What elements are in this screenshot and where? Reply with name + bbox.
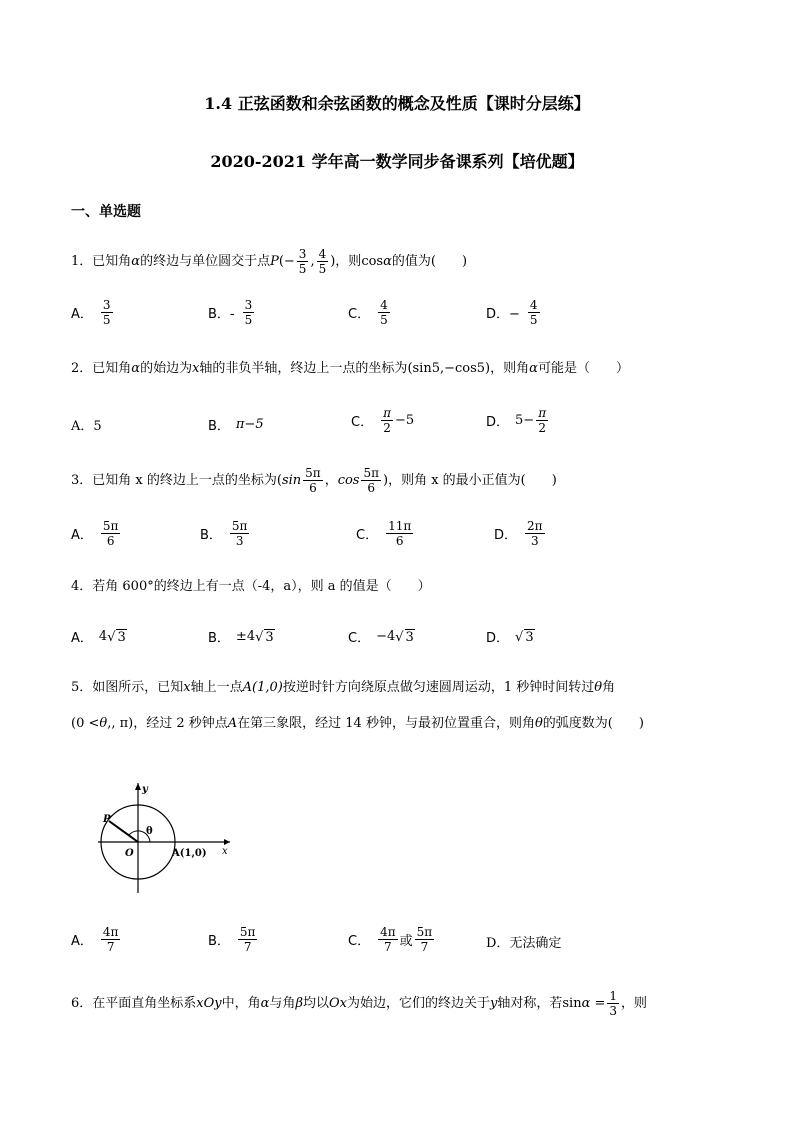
q5-option-b[interactable]: B． $\frac{5\pi}{7}$: [208, 925, 256, 954]
point-p-label: P: [103, 814, 111, 825]
document-title: 1.4 正弦函数和余弦函数的概念及性质【课时分层练】: [204, 94, 590, 113]
section-heading: 一、单选题: [71, 204, 141, 220]
question-4: 4．若角 600°的终边上有一点（-4，a），则 a 的值是（ ）: [71, 579, 431, 594]
q1-fraction-2: $\frac{4}{5}$: [318, 247, 327, 276]
theta-label: θ: [146, 826, 153, 837]
q2-option-d[interactable]: D． 5− $\frac{\pi}{2}$: [486, 406, 547, 435]
q1-paren: (−: [278, 254, 295, 269]
q4-option-d[interactable]: D． √ 3: [486, 629, 534, 646]
q1-alpha: α: [131, 254, 141, 269]
x-axis-arrow: [224, 839, 230, 845]
q2-option-c[interactable]: C． $\frac{\pi}{2}$ −5: [351, 406, 415, 435]
question-1: 1．已知角α的终边与单位圆交于点P(− $\frac{3}{5}$ , $\frac{4}{5}$ )，则cosα的值为( ): [71, 247, 468, 276]
question-3: 3．已知角 x 的终边上一点的坐标为(sin $\frac{5\pi}{6}$ ，cos $\frac{5\pi}{6}$ )，则角 x 的最小正值为( ): [71, 466, 557, 495]
q1-option-d[interactable]: D．− $\frac{4}{5}$: [486, 298, 538, 327]
origin-label: O: [125, 848, 134, 859]
question-6: 6．在平面直角坐标系xOy中，角α与角β均以Ox为始边，它们的终边关于y轴对称，若sinα = $\frac{1}{3}$ ，则: [71, 989, 648, 1018]
q1-cos: cos: [361, 254, 384, 269]
q1-point: P: [270, 254, 279, 269]
question-2: 2．已知角α的始边为x轴的非负半轴，终边上一点的坐标为(sin5,−cos5)，则角α可能是（ ）: [71, 361, 629, 376]
q5-option-d[interactable]: D．无法确定: [486, 936, 562, 951]
q3-option-a[interactable]: A． $\frac{5\pi}{6}$: [71, 519, 119, 548]
x-axis-label: x: [222, 846, 228, 857]
q3-option-d[interactable]: D． $\frac{2\pi}{3}$: [494, 519, 543, 548]
q1-text: 的终边与单位圆交于点: [140, 254, 271, 269]
q5-option-c[interactable]: C． $\frac{4\pi}{7}$ 或 $\frac{5\pi}{7}$: [348, 925, 433, 954]
point-a-label: A(1,0): [172, 848, 207, 859]
q5-option-a[interactable]: A． $\frac{4\pi}{7}$: [71, 925, 119, 954]
q1-option-b[interactable]: B．- $\frac{3}{5}$: [208, 298, 253, 327]
q2-option-a[interactable]: A．5: [71, 419, 102, 434]
y-axis-arrow: [135, 783, 141, 790]
q4-option-a[interactable]: A． 4 √ 3: [71, 629, 126, 646]
q2-coordinate: (sin5,−cos5): [407, 361, 491, 376]
q4-option-b[interactable]: B． ±4 √ 3: [208, 629, 274, 646]
question-5-line-1: 5．如图所示，已知x轴上一点A(1,0)按逆时针方向绕原点做匀速圆周运动，1 秒钟时间转过θ角: [71, 680, 616, 695]
q1-fraction-1: $\frac{3}{5}$: [298, 247, 307, 276]
q2-option-b[interactable]: B． π−5: [208, 417, 264, 434]
question-5-line-2: (0 <θ,, π)，经过 2 秒钟点A在第三象限，经过 14 秒钟，与最初位置重合，则角θ的弧度数为( ): [71, 716, 644, 731]
q3-option-c[interactable]: C． $\frac{11\pi}{6}$: [356, 519, 412, 548]
q1-option-c[interactable]: C． $\frac{4}{5}$: [348, 298, 388, 327]
unit-circle-figure: [98, 780, 238, 895]
y-axis-label: y: [142, 784, 148, 795]
q1-option-a[interactable]: A． $\frac{3}{5}$: [71, 298, 111, 327]
q1-text: 1．已知角: [71, 254, 132, 269]
document-subtitle: 2020-2021 学年高一数学同步备课系列【培优题】: [210, 152, 584, 171]
q3-option-b[interactable]: B． $\frac{5\pi}{3}$: [200, 519, 248, 548]
q4-option-c[interactable]: C． −4 √ 3: [348, 629, 414, 646]
